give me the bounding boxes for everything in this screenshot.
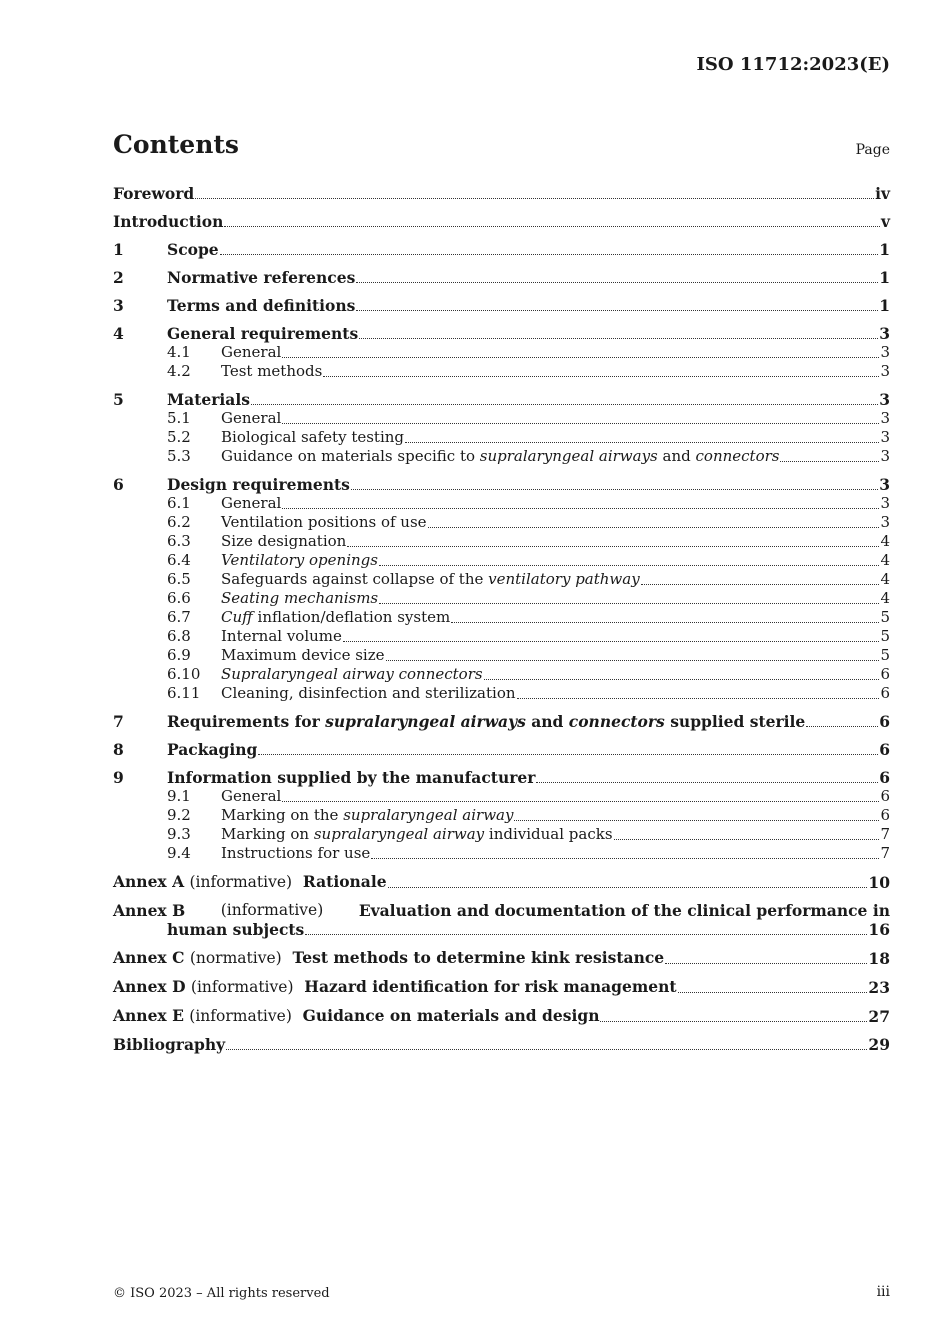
toc-entry-introduction[interactable]: Introduction v (113, 212, 890, 231)
toc-entry-2[interactable]: 2 Normative references 1 (113, 268, 890, 287)
toc-entry-annex-b[interactable]: Annex B (informative) Evaluation and documentation of the clinical performance in human subjects 16 (113, 901, 890, 939)
toc-entry-6-8[interactable]: 6.8 Internal volume 5 (167, 627, 890, 645)
toc-entry-5-2[interactable]: 5.2 Biological safety testing 3 (167, 428, 890, 446)
toc-entry-annex-e[interactable]: Annex E (informative) Guidance on materials and design 27 (113, 1006, 890, 1026)
toc-entry-annex-d[interactable]: Annex D (informative) Hazard identification for risk management 23 (113, 977, 890, 997)
toc-entry-5-1[interactable]: 5.1 General 3 (167, 409, 890, 427)
toc-entry-9-1[interactable]: 9.1 General 6 (167, 787, 890, 805)
toc-entry-foreword[interactable]: Foreword iv (113, 184, 890, 203)
toc-entry-bibliography[interactable]: Bibliography 29 (113, 1035, 890, 1054)
toc-entry-1[interactable]: 1 Scope 1 (113, 240, 890, 259)
toc-entry-6-2[interactable]: 6.2 Ventilation positions of use 3 (167, 513, 890, 531)
page-column-label: Page (855, 142, 890, 158)
toc-entry-annex-a[interactable]: Annex A (informative) Rationale 10 (113, 872, 890, 892)
toc-entry-9-2[interactable]: 9.2 Marking on the supralaryngeal airway 6 (167, 806, 890, 824)
toc-entry-6-4[interactable]: 6.4 Ventilatory openings 4 (167, 551, 890, 569)
toc-entry-6-6[interactable]: 6.6 Seating mechanisms 4 (167, 589, 890, 607)
toc-entry-6-7[interactable]: 6.7 Cuff inflation/deflation system 5 (167, 608, 890, 626)
toc-entry-8[interactable]: 8 Packaging 6 (113, 740, 890, 759)
toc-entry-6-3[interactable]: 6.3 Size designation 4 (167, 532, 890, 550)
footer-copyright: © ISO 2023 – All rights reserved (113, 1286, 330, 1301)
toc-entry-7[interactable]: 7 Requirements for supralaryngeal airways and connectors supplied sterile 6 (113, 712, 890, 731)
toc-entry-annex-c[interactable]: Annex C (normative) Test methods to determine kink resistance 18 (113, 948, 890, 968)
toc-entry-9-4[interactable]: 9.4 Instructions for use 7 (167, 844, 890, 862)
toc-entry-5[interactable]: 5 Materials 3 (113, 390, 890, 409)
toc-entry-6[interactable]: 6 Design requirements 3 (113, 475, 890, 494)
toc-entry-6-5[interactable]: 6.5 Safeguards against collapse of the ventilatory pathway 4 (167, 570, 890, 588)
toc-entry-4[interactable]: 4 General requirements 3 (113, 324, 890, 343)
toc-entry-4-2[interactable]: 4.2 Test methods 3 (167, 362, 890, 380)
toc-entry-9-3[interactable]: 9.3 Marking on supralaryngeal airway individual packs 7 (167, 825, 890, 843)
document-id: ISO 11712:2023(E) (696, 54, 890, 75)
toc-entry-6-1[interactable]: 6.1 General 3 (167, 494, 890, 512)
toc-entry-9[interactable]: 9 Information supplied by the manufacturer 6 (113, 768, 890, 787)
table-of-contents (113, 184, 890, 1054)
contents-title: Contents (113, 130, 240, 159)
footer-page-number: iii (876, 1284, 890, 1300)
toc-entry-3[interactable]: 3 Terms and definitions 1 (113, 296, 890, 315)
toc-entry-5-3[interactable]: 5.3 Guidance on materials specific to supralaryngeal airways and connectors 3 (167, 447, 890, 465)
toc-entry-4-1[interactable]: 4.1 General 3 (167, 343, 890, 361)
toc-entry-6-10[interactable]: 6.10 Supralaryngeal airway connectors 6 (167, 665, 890, 683)
toc-entry-6-9[interactable]: 6.9 Maximum device size 5 (167, 646, 890, 664)
toc-entry-6-11[interactable]: 6.11 Cleaning, disinfection and sterilization 6 (167, 684, 890, 702)
